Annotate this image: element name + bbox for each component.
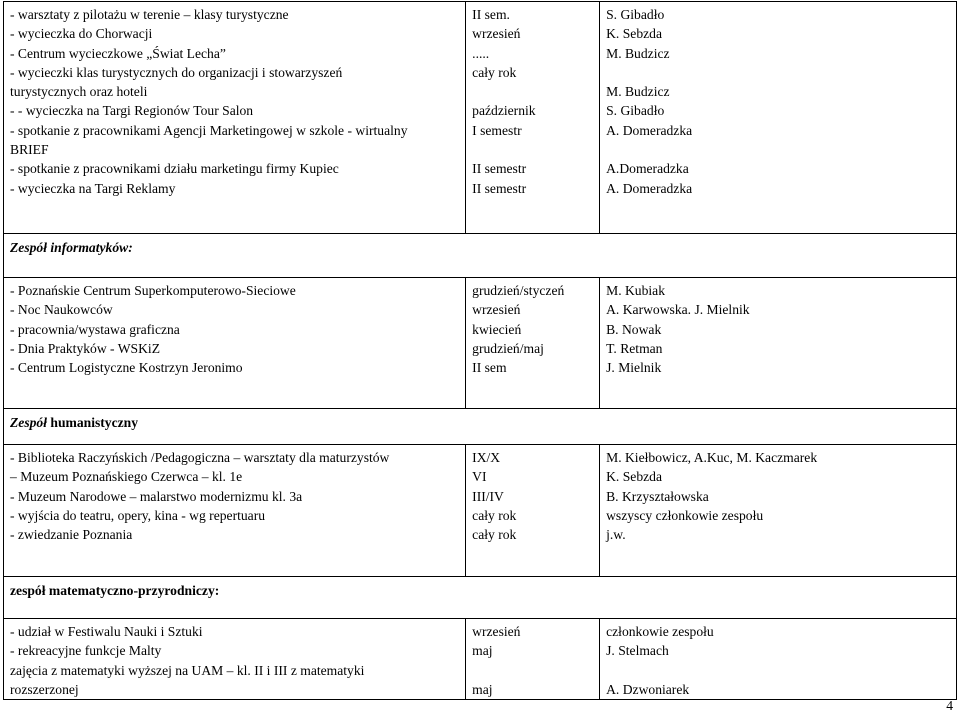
section-heading-row [4,409,957,445]
responsible-cell [600,619,957,700]
responsible-cell-line: A.Domeradzka [606,161,689,177]
date-cell-line [472,82,593,101]
responsible-cell-line: A. Dzwoniarek [606,681,690,697]
section-heading-text: humanistyczny [47,415,139,430]
responsible-cell-line: A. Domeradzka [606,180,693,196]
activity-cell-line: - Poznańskie Centrum Superkomputerowo-Sieciowe [10,283,296,298]
activity-cell-line: - Centrum wycieczkowe „Świat Lecha” [10,45,226,61]
activity-cell-line: - Muzeum Narodowe – malarstwo modernizmu kl. 3a [10,488,303,504]
section-heading [4,409,957,445]
date-cell-line: wrzesień [472,302,521,318]
responsible-cell-line: S. Gibadło [606,103,665,119]
page-number: 4 [946,698,953,713]
activity-cell-line: turystycznych oraz hoteli [10,84,148,100]
date-cell-line: cały rok [472,507,517,523]
activity-cell-line: - wycieczka do Chorwacji [10,26,153,42]
date-cell-line [472,661,593,680]
responsible-cell-line: M. Kubiak [606,283,666,298]
activity-cell-line: - wycieczka na Targi Reklamy [10,180,176,196]
activity-cell [4,619,466,700]
responsible-cell [600,2,957,234]
responsible-cell-line [606,63,950,82]
activities-table [3,1,957,700]
responsible-cell-line: A. Karwowska. J. Mielnik [606,302,750,318]
date-cell-line: II semestr [472,161,527,177]
activity-cell-line: - spotkanie z pracownikami działu marketingu firmy Kupiec [10,161,339,177]
section-heading-italic: Zespół informatyków: [10,240,133,255]
responsible-cell-line: wszyscy członkowie zespołu [606,507,764,523]
activity-cell-line: - rekreacyjne funkcje Malty [10,643,162,659]
date-cell-line: wrzesień [472,26,521,42]
activity-cell-line: zajęcia z matematyki wyższej na UAM – kl. II i III z matematyki [10,662,365,678]
section-heading-text: zespół matematyczno-przyrodniczy: [10,583,220,598]
responsible-cell-line: M. Kiełbowicz, A.Kuc, M. Kaczmarek [606,450,818,465]
date-cell-line: wrzesień [472,624,521,639]
activity-cell-line: BRIEF [10,142,49,158]
responsible-cell-line: S. Gibadło [606,7,665,22]
responsible-cell-line: B. Nowak [606,321,662,337]
section-heading-row [4,234,957,278]
date-cell-line: grudzień/maj [472,340,544,356]
date-cell-line: II sem. [472,7,510,22]
responsible-cell-line: T. Retman [606,340,663,356]
date-cell-line: cały rok [472,64,517,80]
activity-cell-line: - pracownia/wystawa graficzna [10,321,180,337]
responsible-cell-line [606,661,950,680]
date-cell-line: II sem [472,360,507,376]
date-cell-line [472,140,593,159]
activity-cell [4,445,466,577]
activity-cell-line: - warsztaty z pilotażu w terenie – klasy turystyczne [10,7,289,22]
section-heading [4,234,957,278]
section-heading-row [4,577,957,619]
table-row [4,278,957,409]
responsible-cell-line: K. Sebzda [606,469,662,485]
activity-cell-line: - spotkanie z pracownikami Agencji Marketingowej w szkole - wirtualny [10,122,408,138]
section-heading [4,577,957,619]
responsible-cell-line: A. Domeradzka [606,122,693,138]
date-cell-line: VI [472,469,487,485]
responsible-cell-line: K. Sebzda [606,26,662,42]
date-cell-line: III/IV [472,488,504,504]
date-cell-line: II semestr [472,180,527,196]
date-cell-line: maj [472,643,493,659]
activity-cell [4,2,466,234]
date-cell-line: październik [472,103,536,119]
activity-cell-line: – Muzeum Poznańskiego Czerwca – kl. 1e [10,469,243,485]
responsible-cell-line: J. Stelmach [606,643,669,659]
date-cell [466,445,600,577]
date-cell [466,278,600,409]
activity-cell-line: - Noc Naukowców [10,302,113,318]
date-cell [466,2,600,234]
date-cell [466,619,600,700]
activity-cell-line: - Biblioteka Raczyńskich /Pedagogiczna – warsztaty dla maturzystów [10,450,390,465]
responsible-cell [600,278,957,409]
table-row [4,2,957,234]
date-cell-line: cały rok [472,527,517,543]
responsible-cell-line: B. Krzyształowska [606,488,709,504]
date-cell-line: IX/X [472,450,501,465]
date-cell-line: I semestr [472,122,522,138]
section-heading-italic: Zespół [10,415,47,430]
responsible-cell [600,445,957,577]
date-cell-line: ..... [472,45,490,61]
responsible-cell-line: M. Budzicz [606,84,670,100]
responsible-cell-line: M. Budzicz [606,45,670,61]
activity-cell-line: - udział w Festiwalu Nauki i Sztuki [10,624,203,639]
responsible-cell-line: J. Mielnik [606,360,662,376]
date-cell-line: grudzień/styczeń [472,283,565,298]
activity-cell-line: rozszerzonej [10,681,79,697]
activity-cell-line: - Centrum Logistyczne Kostrzyn Jeronimo [10,360,243,376]
activity-cell-line: - - wycieczka na Targi Regionów Tour Salon [10,103,254,119]
activity-cell-line: - wyjścia do teatru, opery, kina - wg repertuaru [10,507,266,523]
table-row [4,445,957,577]
date-cell-line: maj [472,681,493,697]
activity-cell-line: - zwiedzanie Poznania [10,527,133,543]
date-cell-line: kwiecień [472,321,522,337]
responsible-cell-line [606,140,950,159]
activity-cell-line: - wycieczki klas turystycznych do organizacji i stowarzyszeń [10,64,343,80]
responsible-cell-line: j.w. [606,527,626,543]
responsible-cell-line: członkowie zespołu [606,624,714,639]
table-row [4,619,957,700]
activity-cell-line: - Dnia Praktyków - WSKiZ [10,340,161,356]
activity-cell [4,278,466,409]
